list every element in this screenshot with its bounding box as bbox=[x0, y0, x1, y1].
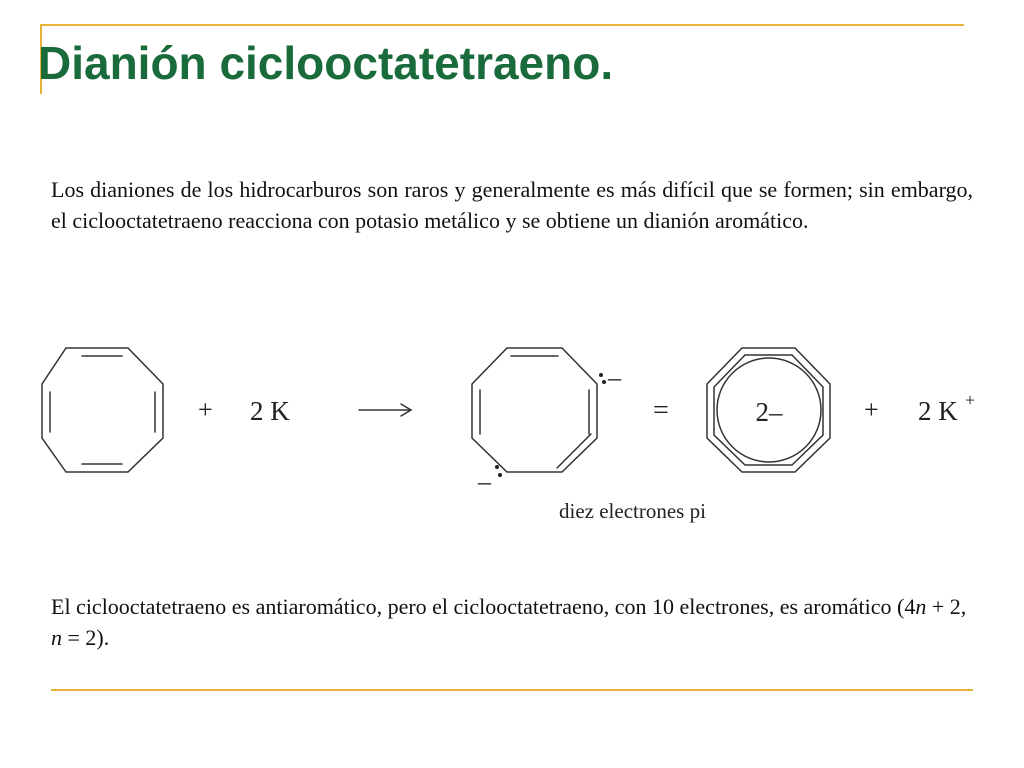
variable-n: n bbox=[915, 594, 927, 619]
negative-charge-bottom: – bbox=[478, 467, 491, 496]
plus-sign: + bbox=[864, 395, 879, 424]
conclusion-text: El ciclooctatetraeno es antiaromático, pero el ciclooctatetraeno, con 10 electrones, es aromático (4 bbox=[51, 594, 916, 619]
product-label: 2 K bbox=[918, 396, 958, 426]
plus-sign: + bbox=[198, 395, 213, 424]
product-charge: + bbox=[965, 390, 976, 410]
conclusion-text: = 2). bbox=[62, 625, 110, 650]
negative-charge-top: – bbox=[608, 363, 621, 392]
reaction-scheme bbox=[0, 330, 1024, 530]
lone-pair-dot bbox=[599, 373, 603, 377]
lone-pair-dot bbox=[495, 465, 499, 469]
dianion-ring bbox=[472, 348, 597, 472]
equals-sign: = bbox=[653, 395, 669, 426]
bottom-accent-rule bbox=[51, 689, 973, 691]
lone-pair-dot bbox=[602, 380, 606, 384]
conclusion-paragraph bbox=[51, 591, 973, 653]
ring-charge-label: 2– bbox=[755, 397, 783, 427]
top-accent-rule bbox=[40, 24, 964, 26]
reagent-label: 2 K bbox=[250, 396, 290, 426]
cyclooctatetraene-ring bbox=[42, 348, 163, 472]
slide-title: Dianión ciclooctatetraeno. bbox=[38, 37, 614, 89]
variable-n: n bbox=[51, 625, 62, 650]
pi-electron-caption: diez electrones pi bbox=[559, 499, 706, 523]
reaction-arrow bbox=[359, 404, 411, 416]
intro-paragraph: Los dianiones de los hidrocarburos son raros y generalmente es más difícil que se formen; sin embargo, el ciclooctatetraeno reacciona con potasio metálico y se obtiene un dianión aromático. bbox=[51, 177, 973, 233]
lone-pair-dot bbox=[498, 473, 502, 477]
conclusion-text: + 2, bbox=[926, 594, 967, 619]
